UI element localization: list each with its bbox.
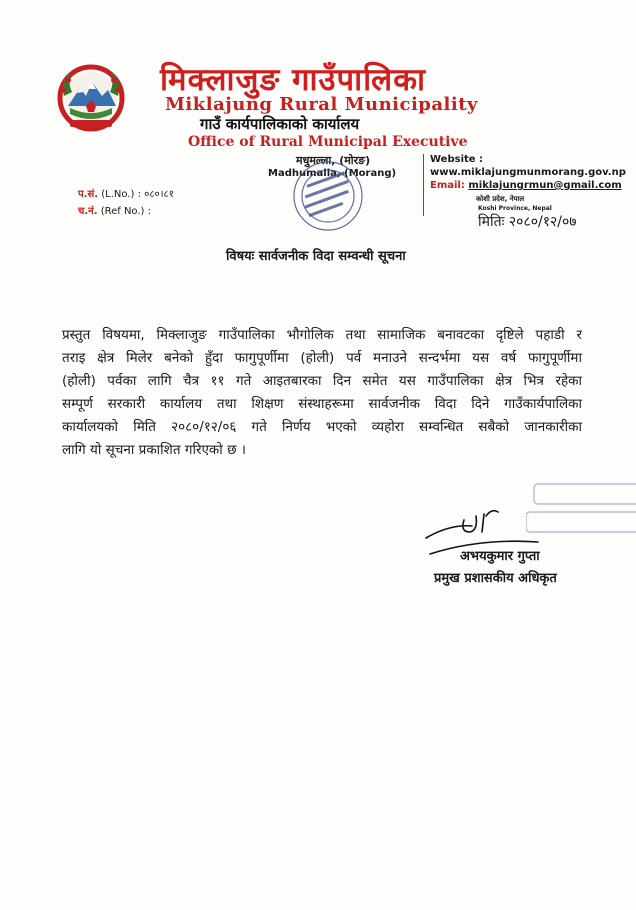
website-label: Website : (430, 154, 484, 165)
reference-number-label: च.नं. (78, 206, 98, 217)
address-english: Madhumalla, (Morang) (268, 168, 397, 179)
municipality-title-english: Miklajung Rural Municipality (165, 94, 479, 115)
officer-seal-icon (526, 478, 636, 538)
reference-number-label-en: (Ref No.) : (100, 206, 151, 217)
office-stamp-icon (270, 158, 380, 238)
letter-date: मितिः २०८०/१२/०७ (478, 214, 577, 230)
nepal-emblem-icon (56, 62, 126, 132)
header-divider (423, 154, 424, 216)
signatory-name: अभयकुमार गुप्ता (460, 549, 540, 564)
letter-number (78, 186, 174, 200)
body-line: सम्पूर्ण सरकारी कार्यालय तथा शिक्षण संस्थाहरूमा सार्वजनीक विदा दिने गाउँकार्यपालिका (62, 396, 582, 412)
body-line: तराइ क्षेत्र मिलेर बनेको हुँदा फागुपूर्णीमा (होली) पर्व मनाउने सन्दर्भमा यस वर्ष फागुपूर्णीमा (62, 350, 582, 366)
office-title-nepali: गाउँ कार्यपालिकाको कार्यालय (200, 115, 360, 133)
municipality-title-nepali: मिक्लाजुङ गाउँपालिका (160, 62, 427, 98)
website-link[interactable]: www.miklajungmunmorang.gov.np (430, 167, 626, 178)
email-link[interactable]: miklajungrmun@gmail.com (468, 180, 622, 191)
letter-number-label: प.सं. (78, 189, 99, 200)
address-nepali: मधुमल्ला, (मोरङ) (296, 154, 371, 167)
body-line: कार्यालयको मिति २०८०/१२/०६ गते निर्णय भएको व्यहोरा सम्वन्धित सबैको जानकारीका (62, 419, 582, 435)
reference-number (78, 203, 151, 217)
body-line: प्रस्तुत विषयमा, मिक्लाजुङ गाउँपालिका भौगोलिक तथा सामाजिक बनावटका दृष्टिले पहाडी र (62, 327, 582, 343)
body-line: लागि यो सूचना प्रकाशित गरिएको छ । (62, 442, 246, 458)
letter-number-value: ०८०।८१ (144, 189, 174, 200)
signatory-title: प्रमुख प्रशासकीय अधिकृत (434, 571, 557, 586)
notice-body (62, 324, 582, 462)
subject-line: विषयः सार्वजनीक विदा सम्वन्धी सूचना (226, 249, 406, 264)
province-nepali: कोशी प्रदेश, नेपाल (476, 195, 525, 203)
body-line: (होली) पर्वका लागि चैत्र ११ गते आइतबारका दिन समेत यस गाउँपालिका क्षेत्र भित्र रहेका (62, 373, 582, 389)
email-label: Email: (430, 180, 465, 191)
letter-number-label-en: (L.No.) : (101, 189, 141, 200)
province-english: Koshi Province, Nepal (478, 205, 552, 212)
email-row (430, 180, 622, 191)
office-title-english: Office of Rural Municipal Executive (188, 134, 468, 150)
